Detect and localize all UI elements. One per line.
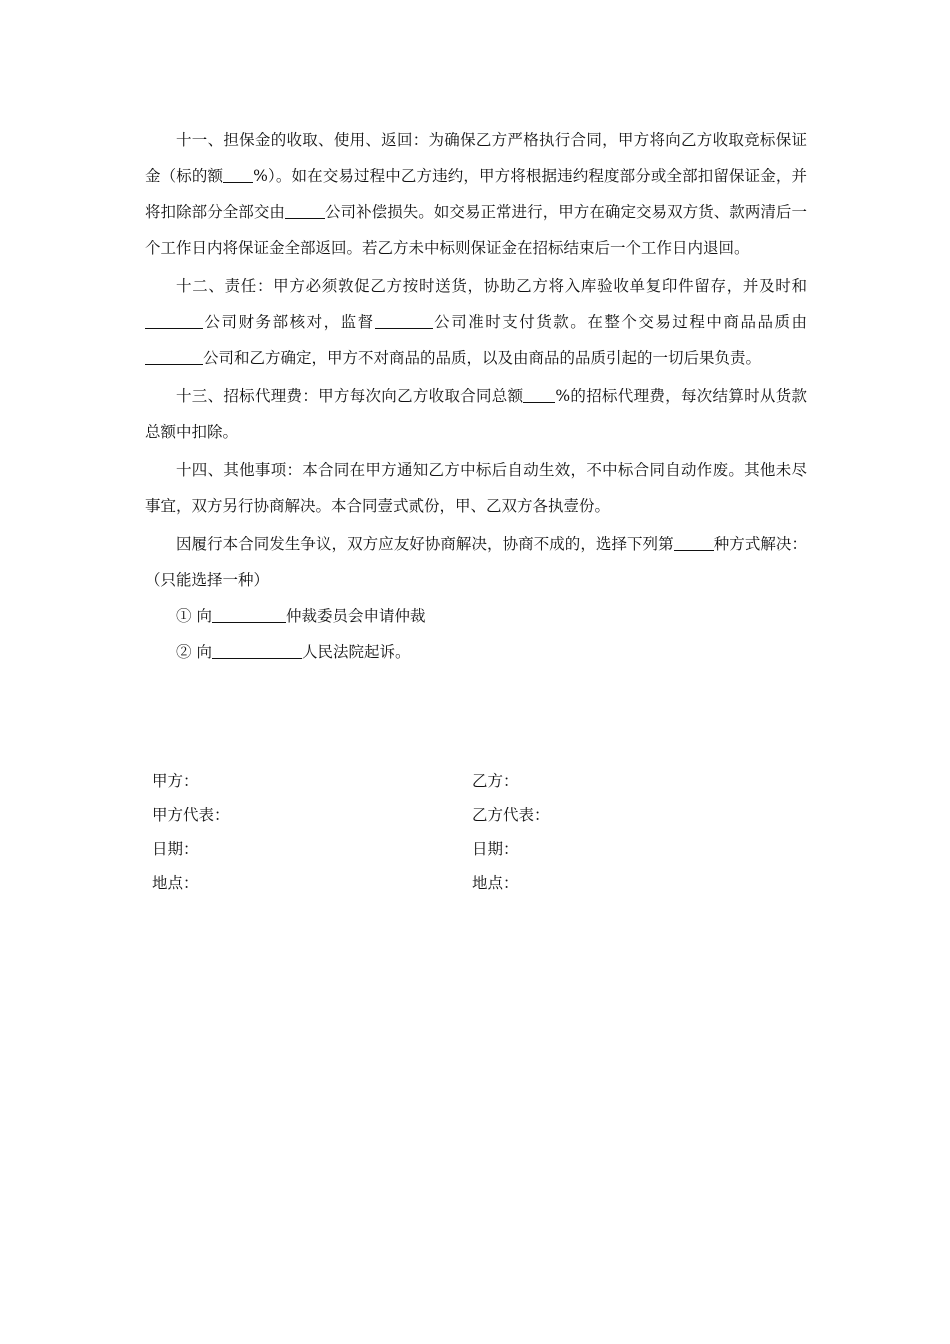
clause-12-text-4: 公司和乙方确定，甲方不对商品的品质，以及由商品的品质引起的一切后果负责。 — [203, 349, 762, 367]
quality-company-blank — [145, 349, 203, 366]
clause-13-text-2: %的招标代理费，每次结算时从货款总额中扣除。 — [145, 387, 807, 441]
party-a-date-label: 日期： — [152, 840, 199, 858]
clause-13 — [145, 378, 807, 450]
clause-11-text-3: 公司补偿损失。如交易正常进行，甲方在确定交易双方货、款两清后一个工作日内将保证金全部返回。若乙方未中标则保证金在招标结束后一个工作日内退回。 — [145, 203, 807, 257]
clause-11-text-2: %）。如在交易过程中乙方违约，甲方将根据违约程度部分或全部扣留保证金，并将扣除部分全部交由 — [145, 167, 807, 221]
party-a-place-label: 地点： — [152, 874, 199, 892]
compensation-company-blank — [285, 203, 325, 220]
court-name-blank — [212, 643, 302, 660]
deposit-percent-blank — [223, 167, 253, 184]
signature-row-place — [152, 865, 792, 899]
clause-12 — [145, 268, 807, 376]
clause-12-text-2: 公司财务部核对，监督 — [203, 313, 375, 331]
option-1-post: 仲裁委员会申请仲裁 — [285, 607, 426, 625]
contract-body — [145, 122, 807, 670]
option-1-number: ① — [176, 607, 192, 625]
option-2-pre: 向 — [196, 643, 212, 661]
party-a-label: 甲方： — [152, 772, 199, 790]
option-2-number: ② — [176, 643, 192, 661]
party-b-place-label: 地点： — [472, 874, 519, 892]
agency-fee-percent-blank — [523, 387, 555, 404]
signature-row-date — [152, 831, 792, 865]
dispute-method-blank — [674, 535, 714, 552]
option-court — [145, 634, 807, 670]
clause-12-text-3: 公司准时支付货款。在整个交易过程中商品品质由 — [432, 313, 807, 331]
party-a-representative-label: 甲方代表： — [152, 806, 230, 824]
party-b-label: 乙方： — [472, 772, 519, 790]
payment-company-blank — [375, 313, 433, 330]
dispute-clause — [145, 526, 807, 598]
clause-12-text-1: 十二、责任：甲方必须敦促乙方按时送货，协助乙方将入库验收单复印件留存，并及时和 — [176, 277, 807, 295]
signature-row-party — [152, 763, 792, 797]
option-2-post: 人民法院起诉。 — [301, 643, 411, 661]
arbitration-committee-blank — [212, 607, 286, 624]
party-b-date-label: 日期： — [472, 840, 519, 858]
option-arbitration — [145, 598, 807, 634]
party-b-representative-label: 乙方代表： — [472, 806, 550, 824]
dispute-text-2: 种方式解决：（只能选择一种） — [145, 535, 807, 589]
clause-14-text-1: 十四、其他事项：本合同在甲方通知乙方中标后自动生效，不中标合同自动作废。其他未尽事宜，双方另行协商解决。本合同壹式贰份，甲、乙双方各执壹份。 — [145, 461, 807, 515]
clause-11-text-1: 十一、担保金的收取、使用、返回：为确保乙方严格执行合同，甲方将向乙方收取竞标保证金（标的额 — [145, 131, 807, 185]
dispute-text-1: 因履行本合同发生争议，双方应友好协商解决，协商不成的，选择下列第 — [176, 535, 674, 553]
clause-13-text-1: 十三、招标代理费：甲方每次向乙方收取合同总额 — [176, 387, 524, 405]
signature-row-representative — [152, 797, 792, 831]
clause-11 — [145, 122, 807, 266]
clause-14 — [145, 452, 807, 524]
option-1-pre: 向 — [196, 607, 212, 625]
finance-company-blank — [145, 313, 203, 330]
signature-block — [152, 763, 792, 899]
